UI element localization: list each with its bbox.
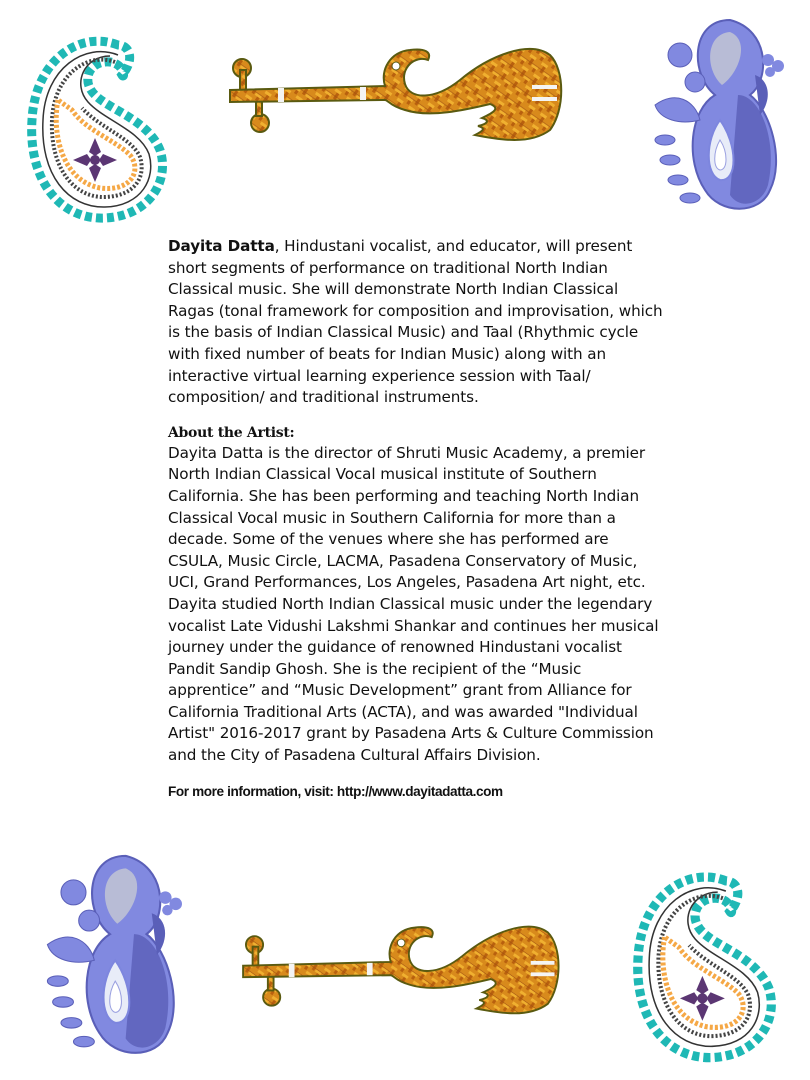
veena-instrument-icon bbox=[215, 880, 595, 1080]
about-heading: About the Artist: bbox=[168, 424, 295, 441]
veena-instrument-icon bbox=[210, 0, 590, 210]
more-info-link[interactable]: For more information, visit: http://www.dayitadatta.com bbox=[168, 784, 503, 799]
peacock-paisley-icon bbox=[620, 0, 810, 230]
peacock-paisley-icon bbox=[10, 835, 210, 1075]
main-content bbox=[168, 236, 668, 767]
paisley-teal-icon bbox=[0, 0, 200, 240]
about-paragraph: Dayita Datta is the director of Shruti Music Academy, a premier North Indian Classical Vocal musical institute of Southern California. She has been performing and teaching North Indian Classical Vocal music in Southern California for more than a decade. Some of the venues where she has performed are CSULA, Music Circle, LACMA, Pasadena Conservatory of Music, UCI, Grand Performances, Los Angeles, Pasadena Art night, etc. Dayita studied North Indian Classical music under the legendary vocalist Late Vidushi Lakshmi Shankar and continues her musical journey under the guidance of renowned Hindustani vocalist Pandit Sandip Ghosh. She is the recipient of the “Music apprentice” and “Music Development” grant from Alliance for California Traditional Arts (ACTA), and was awarded "Individual Artist" 2016-2017 grant by Pasadena Arts & Culture Commission and the City of Pasadena Cultural Affairs Division. bbox=[168, 443, 659, 765]
artist-name: Dayita Datta bbox=[168, 237, 275, 255]
paisley-teal-icon bbox=[605, 835, 810, 1080]
intro-paragraph bbox=[168, 236, 668, 409]
intro-text: , Hindustani vocalist, and educator, will present short segments of performance on traditional North Indian Classical music. She will demonstrate North Indian Classical Ragas (tonal framework for composition and improvisation, which is the basis of Indian Classical Music) and Taal (Rhythmic cycle with fixed number of beats for Indian Music) along with an interactive virtual learning experience session with Taal/ composition/ and traditional instruments. bbox=[168, 237, 663, 407]
